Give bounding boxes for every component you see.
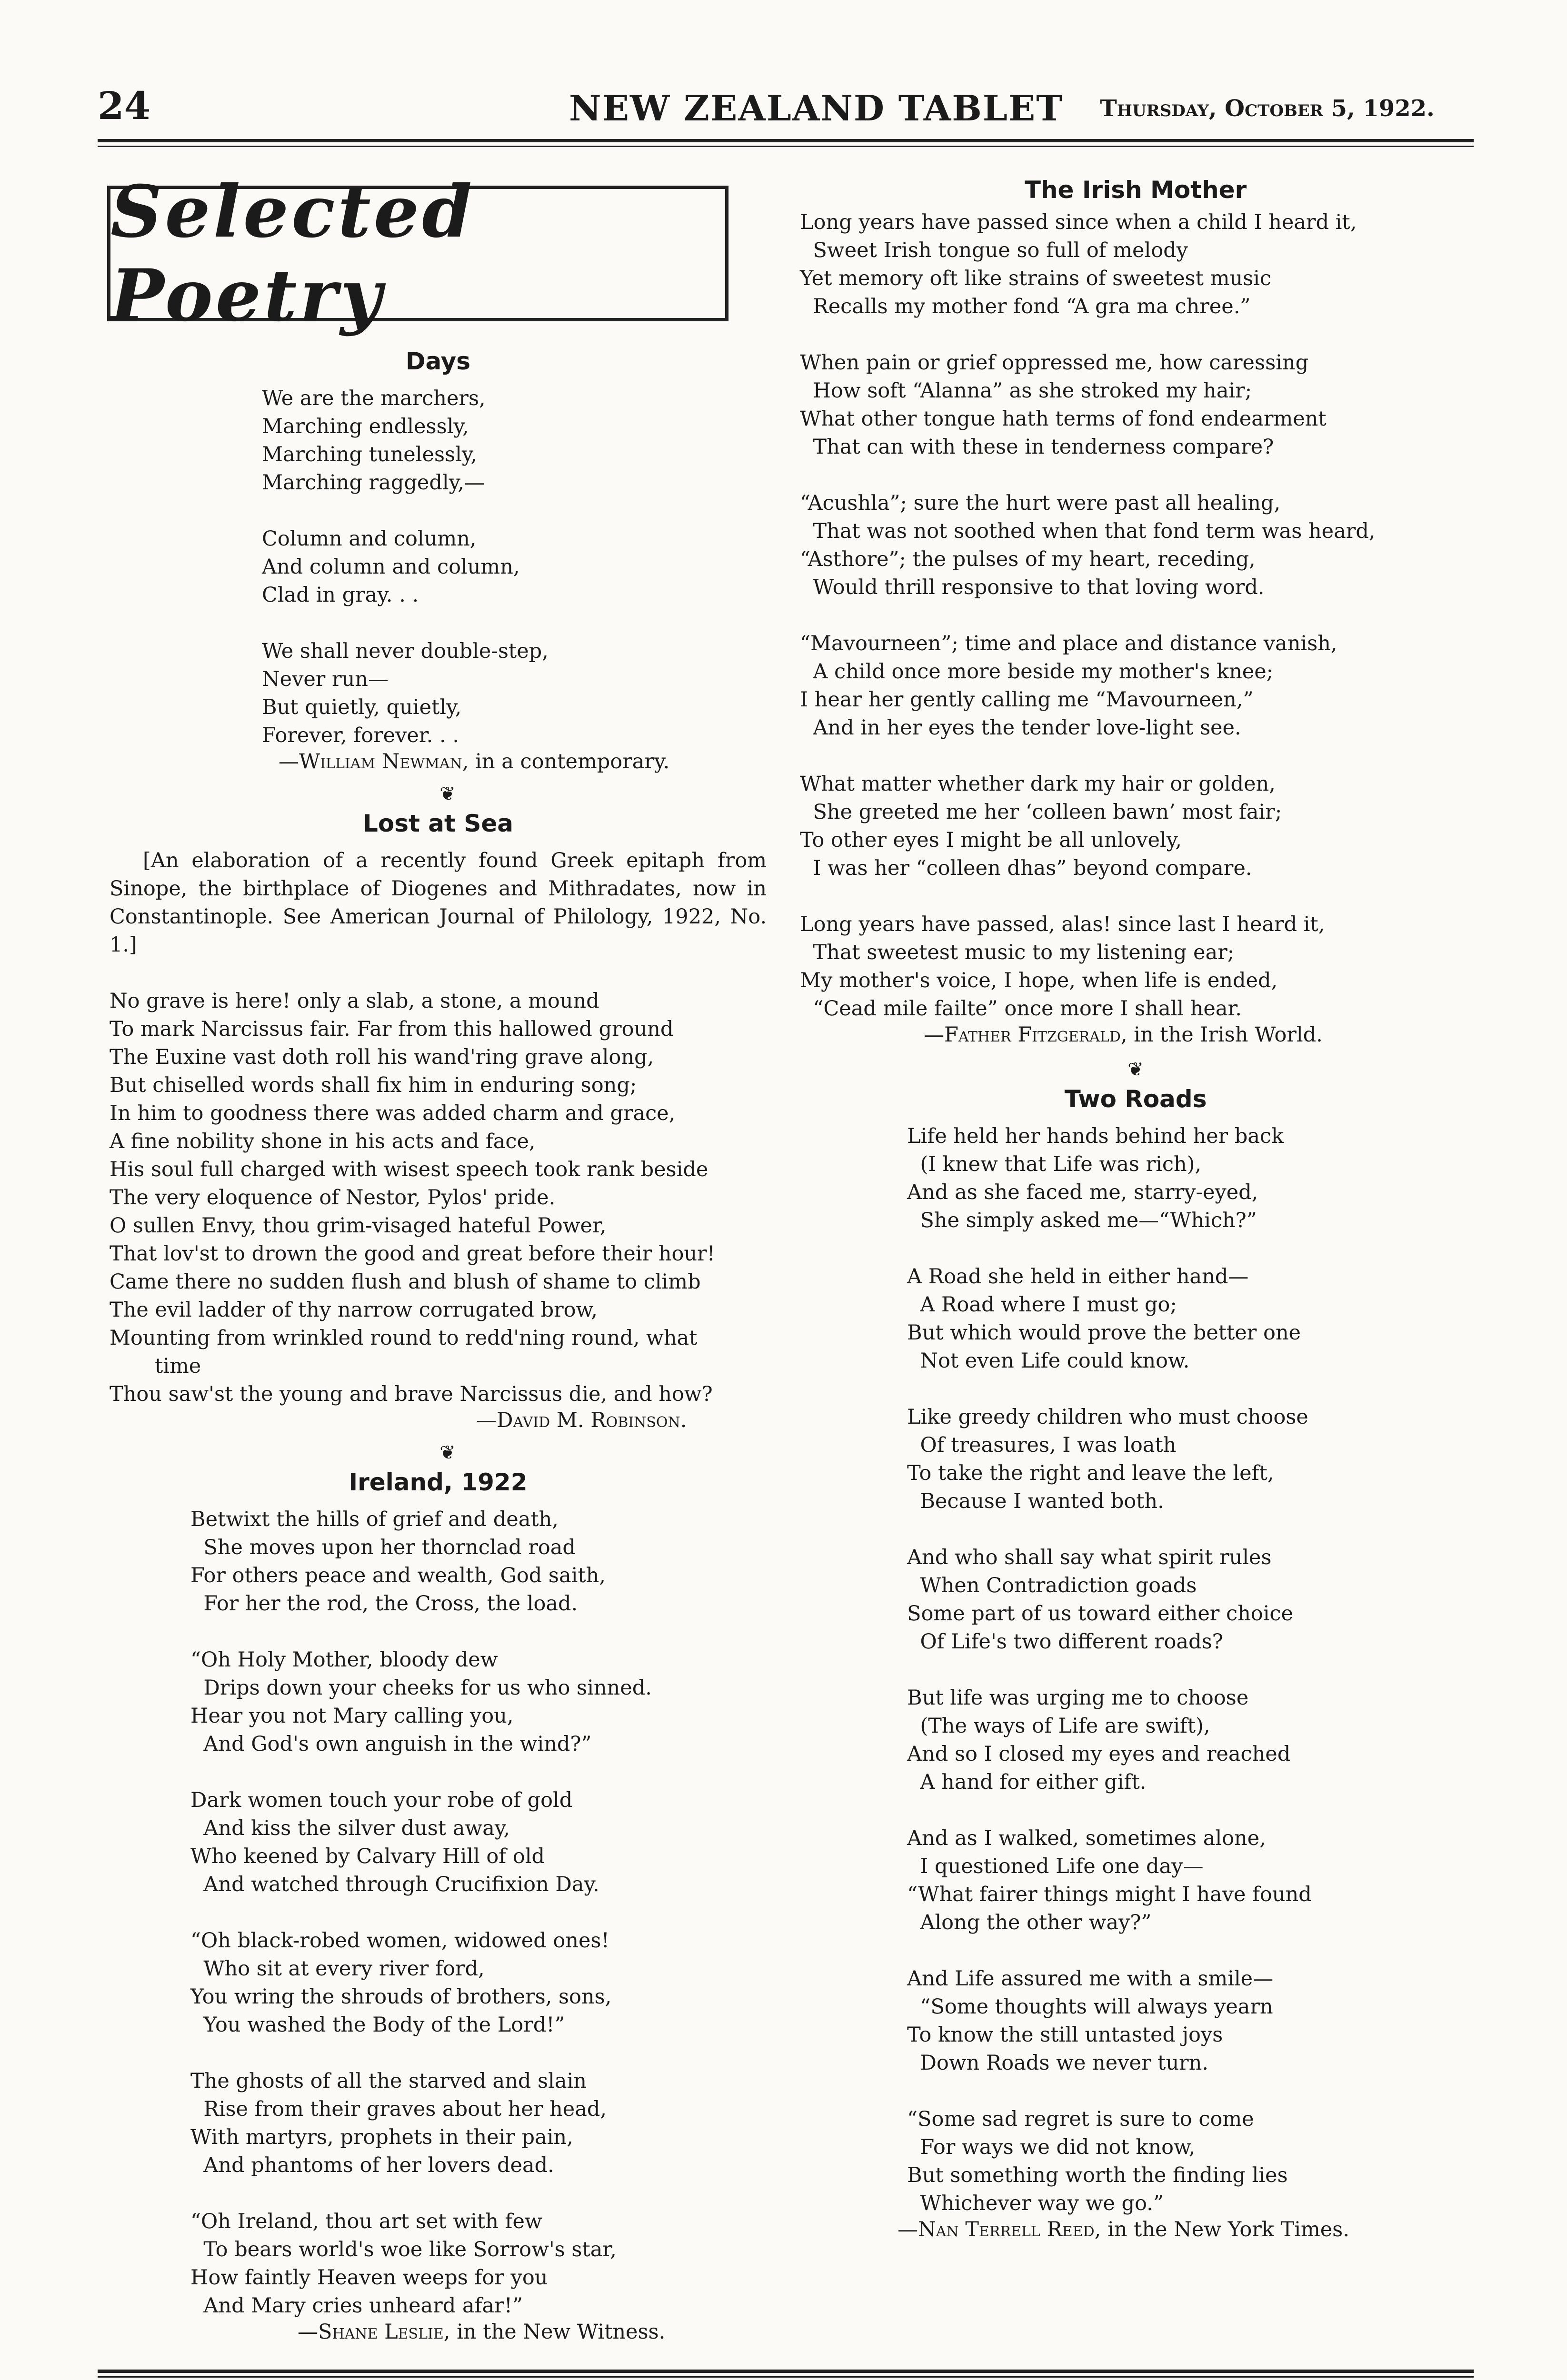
poem-line: I was her “colleen dhas” beyond compare.: [800, 856, 1252, 880]
poem-irish-mother: [800, 176, 1471, 1047]
left-column: [110, 347, 767, 2344]
poem-line: Of treasures, I was loath: [907, 1433, 1177, 1457]
poem-line: O sullen Envy, thou grim-visaged hateful Power,: [110, 1214, 607, 1238]
poem-line: Whichever way we go.”: [907, 2192, 1164, 2215]
poem-line: Column and column,: [262, 527, 477, 551]
poem-line: To mark Narcissus fair. Far from this hallowed ground: [110, 1017, 674, 1041]
footer-rule: [98, 2370, 1474, 2373]
poem-line: For others peace and wealth, God saith,: [190, 1564, 606, 1587]
poem-line: Mounting from wrinkled round to redd'ning round, what: [110, 1326, 698, 1350]
stanza: [907, 2105, 1471, 2218]
poem-line: That can with these in tenderness compare?: [800, 435, 1274, 459]
poem-line: Came there no sudden flush and blush of shame to climb: [110, 1270, 701, 1294]
poem-line: “Acushla”; sure the hurt were past all healing,: [800, 491, 1281, 515]
poem-line: And phantoms of her lovers dead.: [190, 2153, 554, 2177]
header-rule: [98, 139, 1474, 142]
poem-line: When pain or grief oppressed me, how caressing: [800, 351, 1309, 375]
poem-line: Rise from their graves about her head,: [190, 2097, 607, 2121]
poem-line: time: [155, 1354, 201, 1378]
poem-intro: [An elaboration of a recently found Greek epitaph from Sinope, the birthplace of Diogenes and Mithradates, now in Constantinople. See American Journal of Philology, 1922, No. 1.]: [110, 849, 767, 957]
poem-lost-at-sea: [110, 810, 767, 1432]
poem-line: Never run—: [262, 667, 389, 691]
poem-body: [800, 208, 1471, 1023]
poem-line: A child once more beside my mother's knee;: [800, 660, 1274, 684]
poem-line: Thou saw'st the young and brave Narcissus die, and how?: [110, 1382, 713, 1406]
poem-line: The ghosts of all the starved and slain: [190, 2069, 587, 2093]
poem-body: [800, 1122, 1471, 2218]
poem-line: Drips down your cheeks for us who sinned.: [190, 1676, 652, 1700]
right-column: [800, 176, 1471, 2241]
poem-line: I questioned Life one day—: [907, 1854, 1204, 1878]
poem-line: Of Life's two different roads?: [907, 1630, 1223, 1654]
poem-line: The evil ladder of thy narrow corrugated brow,: [110, 1298, 598, 1322]
poem-line: “Oh black-robed women, widowed ones!: [190, 1929, 609, 1953]
poem-line: “Some thoughts will always yearn: [907, 1995, 1273, 2019]
poem-line: Some part of us toward either choice: [907, 1602, 1293, 1626]
poem-line: “Asthore”; the pulses of my heart, receding,: [800, 547, 1256, 571]
ornament: ❦: [1128, 1059, 1144, 1081]
poem-line: My mother's voice, I hope, when life is ended,: [800, 969, 1278, 992]
poem-line: (The ways of Life are swift),: [907, 1714, 1210, 1738]
poem-line: But quietly, quietly,: [262, 695, 462, 719]
poem-title: Ireland, 1922: [349, 1468, 528, 1496]
stanza: [907, 1403, 1471, 1516]
poem-line: You washed the Body of the Lord!”: [190, 2013, 565, 2037]
poem-line: But something worth the finding lies: [907, 2163, 1288, 2187]
poem-title: Days: [405, 347, 471, 375]
poem-line: But which would prove the better one: [907, 1321, 1301, 1345]
stanza: [907, 1122, 1471, 1235]
poem-line: Who sit at every river ford,: [190, 1957, 485, 1981]
poem-line: What matter whether dark my hair or golden,: [800, 772, 1276, 796]
poem-attribution: —Nan Terrell Reed, in the New York Times.: [898, 2218, 1349, 2241]
poem-line: The very eloquence of Nestor, Pylos' pride.: [110, 1186, 556, 1210]
stanza: [190, 2208, 767, 2320]
stanza: [190, 1927, 767, 2039]
poem-line: You wring the shrouds of brothers, sons,: [190, 1985, 612, 2009]
stanza: [907, 1825, 1471, 1937]
section-title-box: [107, 169, 729, 337]
poem-line: “Oh Holy Mother, bloody dew: [190, 1648, 498, 1672]
poem-line: Recalls my mother fond “A gra ma chree.”: [800, 295, 1251, 318]
footer-rule-thin: [98, 2376, 1474, 2378]
stanza: [800, 630, 1471, 742]
poem-line: (I knew that Life was rich),: [907, 1152, 1202, 1176]
poem-line: “What fairer things might I have found: [907, 1883, 1312, 1906]
poem-line: In him to goodness there was added charm and grace,: [110, 1101, 676, 1125]
poem-line: Dark women touch your robe of gold: [190, 1788, 573, 1812]
poem-line: And kiss the silver dust away,: [190, 1816, 510, 1840]
poem-line: Sweet Irish tongue so full of melody: [800, 238, 1188, 262]
poem-line: But chiselled words shall fix him in enduring song;: [110, 1073, 637, 1097]
poem-attribution: —Father Fitzgerald, in the Irish World.: [924, 1023, 1323, 1047]
poem-line: “Cead mile failte” once more I shall hear.: [800, 997, 1242, 1021]
poem-line: Marching endlessly,: [262, 415, 469, 438]
stanza: [800, 349, 1471, 461]
poem-line: Life held her hands behind her back: [907, 1124, 1284, 1148]
poem-line: She greeted me her ‘colleen bawn’ most fair;: [800, 800, 1282, 824]
poem-line: A hand for either gift.: [907, 1770, 1147, 1794]
poem-days: [110, 347, 767, 774]
poem-line: Down Roads we never turn.: [907, 2051, 1208, 2075]
poem-title: Two Roads: [1064, 1085, 1207, 1113]
stanza: [800, 770, 1471, 883]
poem-attribution: —Shane Leslie, in the New Witness.: [298, 2320, 666, 2344]
poem-line: We are the marchers,: [262, 387, 486, 410]
poem-line: And in her eyes the tender love-light see.: [800, 716, 1241, 740]
poem-line: She moves upon her thornclad road: [190, 1536, 576, 1559]
poem-line: How faintly Heaven weeps for you: [190, 2266, 548, 2290]
poem-line: His soul full charged with wisest speech took rank beside: [110, 1158, 709, 1181]
poem-line: To other eyes I might be all unlovely,: [800, 828, 1182, 852]
stanza: [262, 637, 767, 750]
poem-line: And who shall say what spirit rules: [907, 1546, 1272, 1569]
poem-line: Yet memory oft like strains of sweetest music: [800, 267, 1271, 290]
ornament: ❦: [439, 1442, 456, 1464]
stanza: [800, 911, 1471, 1023]
poem-line: The Euxine vast doth roll his wand'ring grave along,: [110, 1045, 654, 1069]
newspaper-title: NEW ZEALAND TABLET: [569, 88, 1064, 129]
poem-line: Along the other way?”: [907, 1911, 1152, 1934]
poem-body: [110, 1506, 767, 2320]
poem-line: And God's own anguish in the wind?”: [190, 1732, 592, 1756]
poem-line: She simply asked me—“Which?”: [907, 1209, 1257, 1232]
stanza: [190, 2067, 767, 2180]
poem-attribution: —David M. Robinson.: [476, 1408, 687, 1432]
stanza: [190, 1646, 767, 1758]
poem-line: For ways we did not know,: [907, 2135, 1196, 2159]
poem-line: Long years have passed, alas! since last I heard it,: [800, 912, 1325, 936]
poem-line: When Contradiction goads: [907, 1574, 1197, 1597]
poem-line: Like greedy children who must choose: [907, 1405, 1308, 1429]
poem-line: “Some sad regret is sure to come: [907, 2107, 1254, 2131]
section-title: Selected Poetry: [110, 169, 475, 337]
poem-line: A Road where I must go;: [907, 1293, 1177, 1317]
poem-line: Long years have passed since when a child I heard it,: [800, 210, 1357, 234]
poem-line: Hear you not Mary calling you,: [190, 1704, 514, 1728]
issue-date: Thursday, October 5, 1922.: [1100, 95, 1435, 122]
stanza: [907, 1965, 1471, 2077]
poem-line: To bears world's woe like Sorrow's star,: [190, 2238, 617, 2261]
stanza: [190, 1506, 767, 1618]
poem-line: Marching raggedly,—: [262, 471, 485, 495]
poem-line: How soft “Alanna” as she stroked my hair;: [800, 379, 1252, 403]
stanza: [190, 1786, 767, 1899]
stanza: [907, 1684, 1471, 1796]
poem-line: To take the right and leave the left,: [907, 1461, 1274, 1485]
poem-line: Would thrill responsive to that loving word.: [800, 575, 1265, 599]
poem-line: A fine nobility shone in his acts and face,: [110, 1130, 536, 1153]
poem-line: That was not soothed when that fond term was heard,: [800, 519, 1376, 543]
poem-line: That lov'st to drown the good and great before their hour!: [110, 1242, 715, 1266]
poem-line: And so I closed my eyes and reached: [907, 1742, 1291, 1766]
poem-body: [110, 385, 767, 750]
page-number: 24: [98, 83, 151, 128]
poem-line: A Road she held in either hand—: [907, 1265, 1249, 1289]
poem-line: And Mary cries unheard afar!”: [190, 2294, 523, 2318]
stanza: [800, 208, 1471, 321]
poem-line: Clad in gray. . .: [262, 583, 419, 607]
poem-line: Not even Life could know.: [907, 1349, 1190, 1373]
poem-line: To know the still untasted joys: [907, 2023, 1223, 2047]
poem-body: [110, 987, 767, 1408]
poem-line: And column and column,: [262, 555, 520, 579]
ornament: ❦: [439, 783, 456, 805]
poem-line: Betwixt the hills of grief and death,: [190, 1507, 559, 1531]
poem-title: Lost at Sea: [363, 810, 513, 837]
poem-line: I hear her gently calling me “Mavourneen,”: [800, 688, 1254, 712]
stanza: [800, 489, 1471, 602]
header-rule-thin: [98, 146, 1474, 147]
poem-line: Marching tunelessly,: [262, 443, 478, 466]
stanza: [262, 525, 767, 609]
poem-two-roads: [800, 1085, 1471, 2241]
stanza: [907, 1263, 1471, 1375]
poem-line: We shall never double-step,: [262, 639, 549, 663]
poem-line: Because I wanted both.: [907, 1489, 1164, 1513]
poem-line: And Life assured me with a smile—: [907, 1967, 1274, 1991]
poem-line: No grave is here! only a slab, a stone, a mound: [110, 989, 599, 1013]
poem-attribution: —William Newman, in a contemporary.: [279, 750, 670, 774]
poem-line: And as she faced me, starry-eyed,: [907, 1180, 1258, 1204]
poem-line: “Mavourneen”; time and place and distance vanish,: [800, 632, 1337, 655]
poem-line: For her the rod, the Cross, the load.: [190, 1592, 578, 1616]
poem-line: And watched through Crucifixion Day.: [190, 1873, 599, 1896]
poem-line: Forever, forever. . .: [262, 724, 459, 747]
poem-line: “Oh Ireland, thou art set with few: [190, 2210, 542, 2233]
stanza: [907, 1544, 1471, 1656]
stanza: [262, 385, 767, 497]
poem-line: But life was urging me to choose: [907, 1686, 1249, 1710]
poem-line: What other tongue hath terms of fond endearment: [800, 407, 1327, 431]
poem-line: And as I walked, sometimes alone,: [907, 1826, 1266, 1850]
poem-title: The Irish Mother: [1024, 176, 1247, 204]
poem-line: With martyrs, prophets in their pain,: [190, 2125, 573, 2149]
poem-line: That sweetest music to my listening ear;: [800, 941, 1235, 964]
poem-ireland-1922: [110, 1468, 767, 2344]
poem-line: Who keened by Calvary Hill of old: [190, 1844, 545, 1868]
